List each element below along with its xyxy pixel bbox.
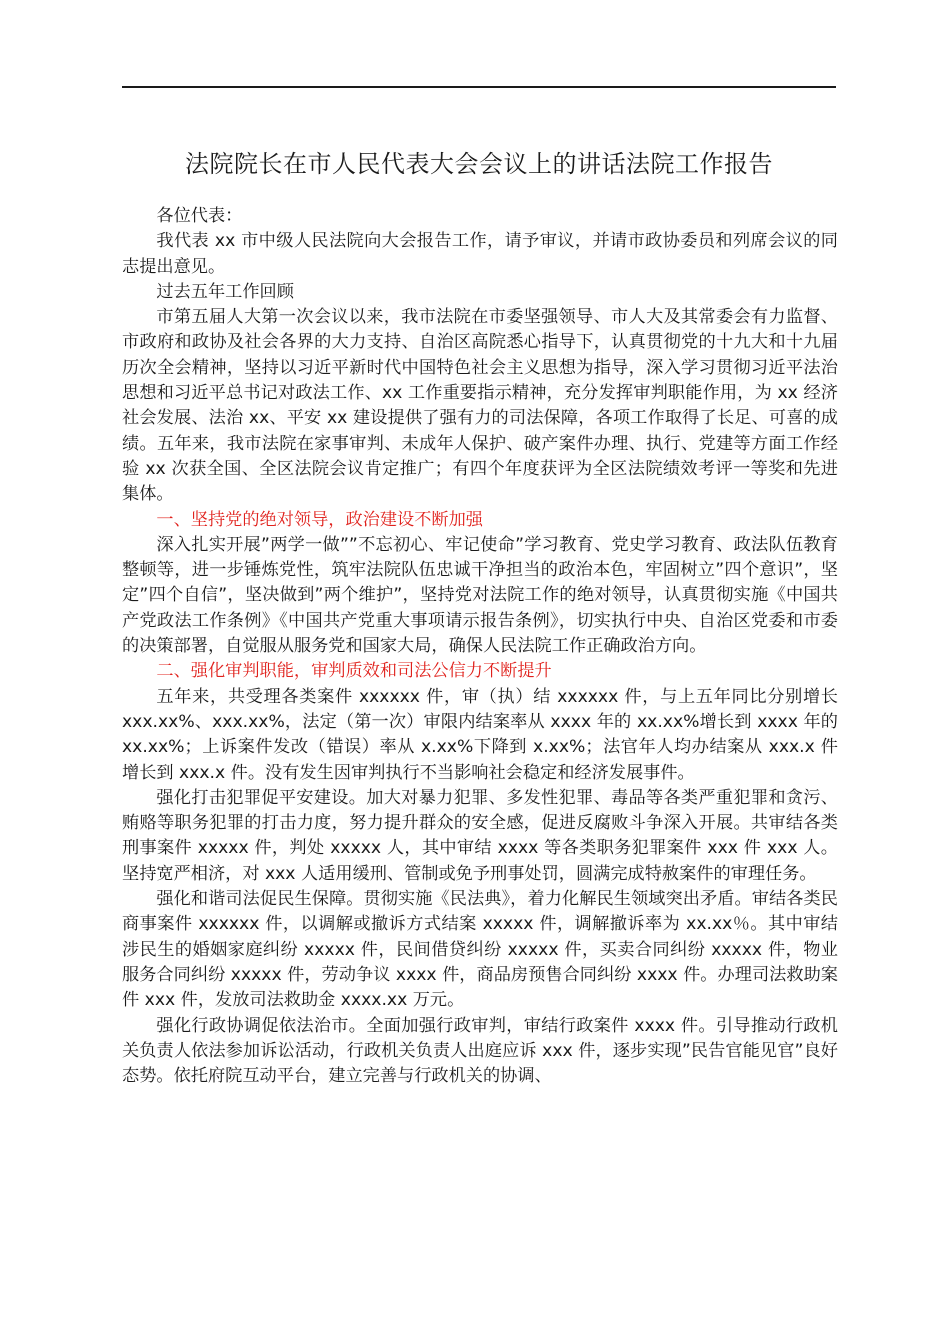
document-title: 法院院长在市人民代表大会会议上的讲话法院工作报告	[185, 150, 773, 178]
paragraph: 深入扎实开展”两学一做””不忘初心、牢记使命”学习教育、党史学习教育、政法队伍教育整顿等，进一步锤炼党性，筑牢法院队伍忠诚干净担当的政治本色，牢固树立”四个意识”，坚定”四个自信”，坚决做到”两个维护”，坚持党对法院工作的绝对领导，认真贯彻实施《中国共产党政法工作条例》《中国共产党重大事项请示报告条例》，切实执行中央、自治区党委和市委的决策部署，自觉服从服务党和国家大局，确保人民法院工作正确政治方向。	[122, 534, 838, 657]
document-body	[122, 204, 838, 1089]
paragraph: 市第五届人大第一次会议以来，我市法院在市委坚强领导、市人大及其常委会有力监督、市政府和政协及社会各界的大力支持、自治区高院悉心指导下，认真贯彻党的十九大和十九届历次全会精神，坚持以习近平新时代中国特色社会主义思想为指导，深入学习贯彻习近平法治思想和习近平总书记对政法工作、xx 工作重要指示精神，充分发挥审判职能作用，为 xx 经济社会发展、法治 xx、平安 xx 建设提供了强有力的司法保障，各项工作取得了长足、可喜的成绩。五年来，我市法院在家事审判、未成年人保护、破产案件办理、执行、党建等方面工作经验 xx 次获全国、全区法院会议肯定推广；有四个年度获评为全区法院绩效考评一等奖和先进集体。	[122, 307, 838, 505]
paragraph: 强化行政协调促依法治市。全面加强行政审判，审结行政案件 xxxx 件。引导推动行政机关负责人依法参加诉讼活动，行政机关负责人出庭应诉 xxx 件，逐步实现”民告官能见官”良好态势。依托府院互动平台，建立完善与行政机关的协调、	[122, 1015, 838, 1087]
section-heading: 二、强化审判职能，审判质效和司法公信力不断提升	[156, 661, 552, 682]
paragraph: 五年来，共受理各类案件 xxxxxx 件，审（执）结 xxxxxx 件，与上五年同比分别增长 xxx.xx%、xxx.xx%，法定（第一次）审限内结案率从 xxxx 年的 xx.xx%增长到 xxxx 年的 xx.xx%；上诉案件发改（错误）率从 x.xx%下降到 x.xx%；法官年人均办结案从 xxx.x 件增长到 xxx.x 件。没有发生因审判执行不当影响社会稳定和经济发展事件。	[122, 686, 838, 783]
paragraph: 我代表 xx 市中级人民法院向大会报告工作，请予审议，并请市政协委员和列席会议的同志提出意见。	[122, 231, 838, 277]
section-subtitle: 过去五年工作回顾	[156, 281, 294, 302]
paragraph: 强化打击犯罪促平安建设。加大对暴力犯罪、多发性犯罪、毒品等各类严重犯罪和贪污、贿赂等职务犯罪的打击力度，努力提升群众的安全感，促进反腐败斗争深入开展。共审结各类刑事案件 xxxxx 件，判处 xxxxx 人，其中审结 xxxx 等各类职务犯罪案件 xxx 件 xxx 人。坚持宽严相济，对 xxx 人适用缓刑、管制或免予刑事处罚，圆满完成特赦案件的审理任务。	[122, 787, 838, 884]
salutation: 各位代表：	[156, 206, 243, 226]
header-rule	[122, 86, 836, 88]
section-heading: 一、坚持党的绝对领导，政治建设不断加强	[156, 509, 483, 530]
paragraph: 强化和谐司法促民生保障。贯彻实施《民法典》，着力化解民生领域突出矛盾。审结各类民商事案件 xxxxxx 件，以调解或撤诉方式结案 xxxxx 件，调解撤诉率为 xx.xx％。其中审结涉民生的婚姻家庭纠纷 xxxxx 件，民间借贷纠纷 xxxxx 件，买卖合同纠纷 xxxxx 件，物业服务合同纠纷 xxxxx 件，劳动争议 xxxx 件，商品房预售合同纠纷 xxxx 件。办理司法救助案件 xxx 件，发放司法救助金 xxxx.xx 万元。	[122, 889, 838, 1011]
